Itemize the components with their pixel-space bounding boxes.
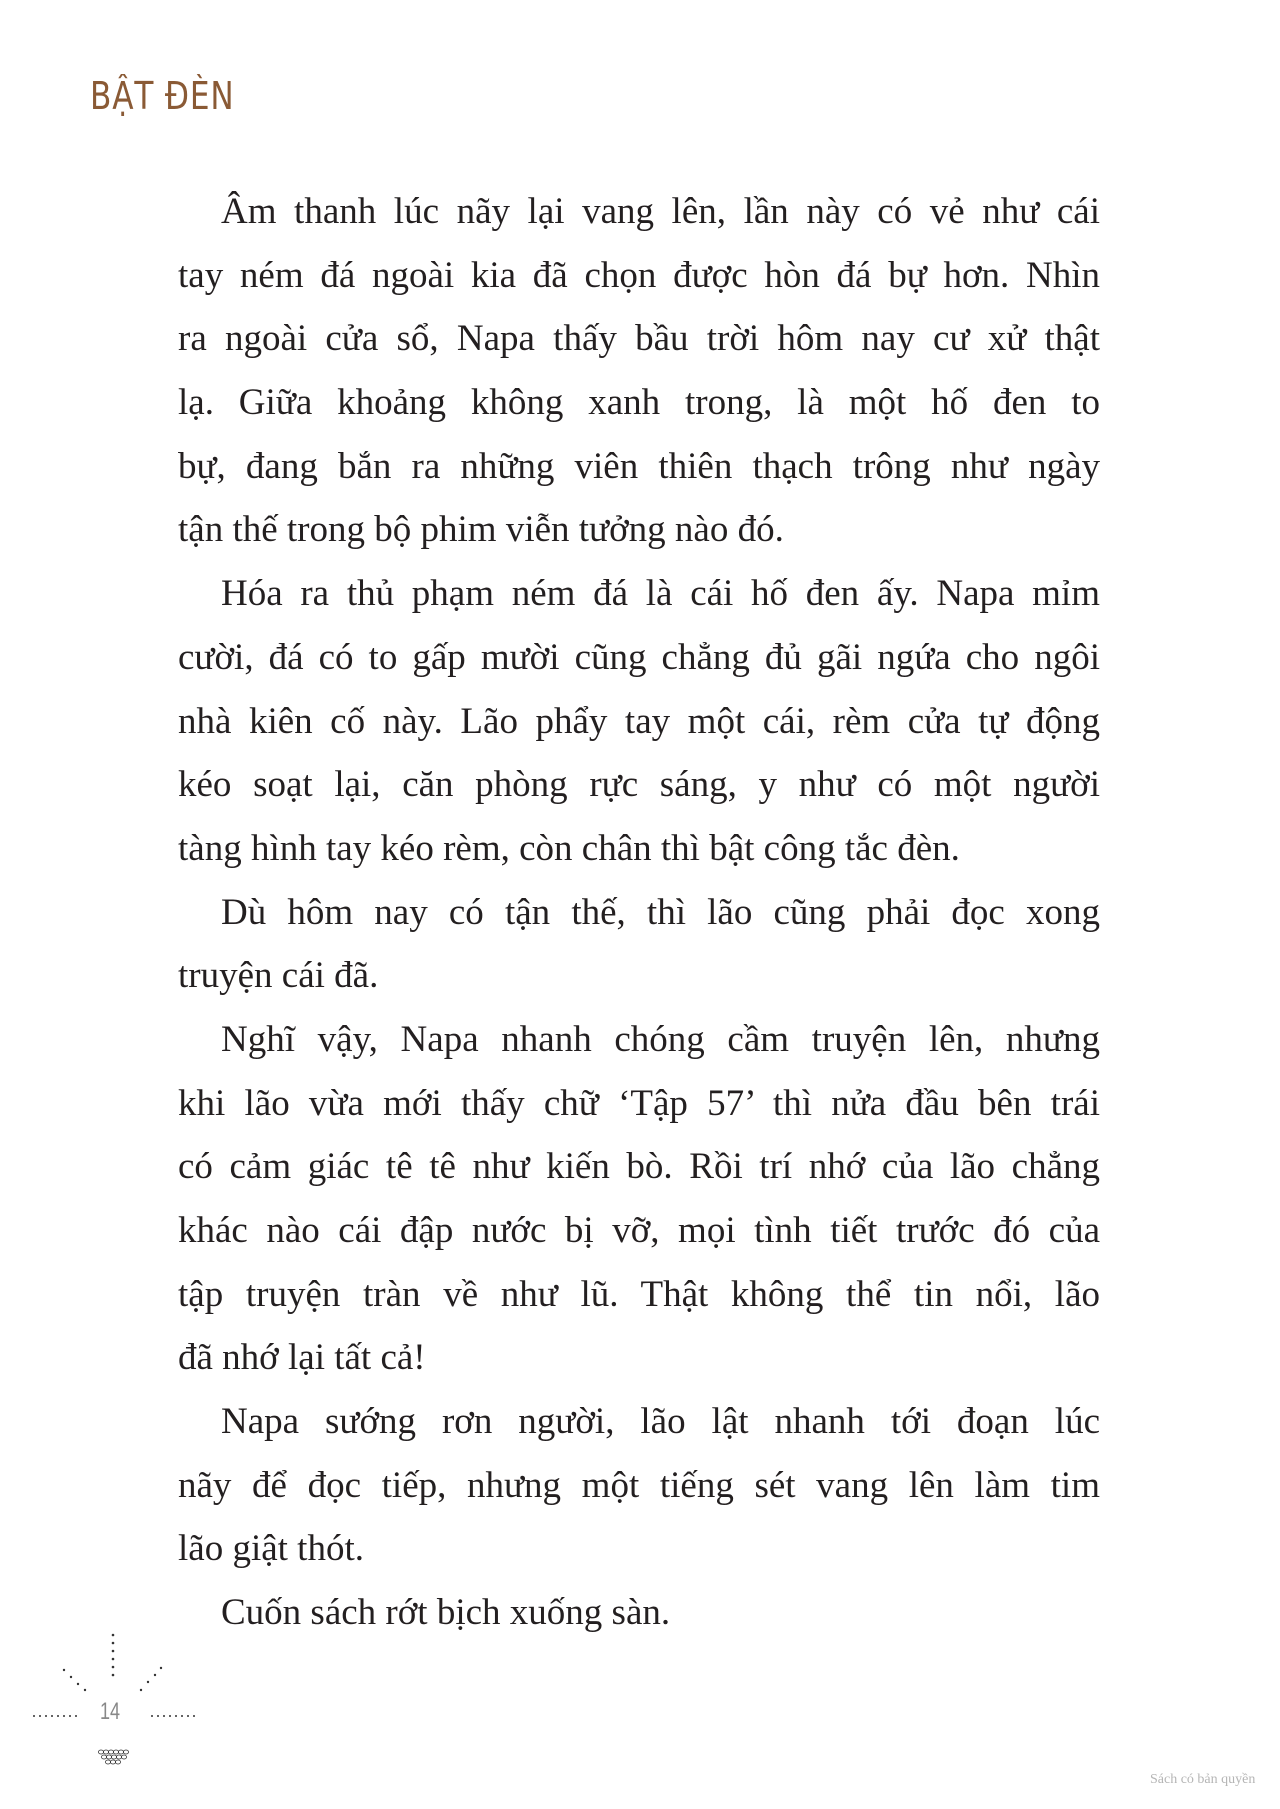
page-number: 14: [100, 1698, 121, 1725]
text-line: ra ngoài cửa sổ, Napa thấy bầu trời hôm nay cư xử thật: [178, 318, 1100, 360]
text-line: Nghĩ vậy, Napa nhanh chóng cầm truyện lên, nhưng: [221, 1018, 1100, 1060]
text-line: khi lão vừa mới thấy chữ ‘Tập 57’ thì nửa đầu bên trái: [178, 1082, 1100, 1124]
text-line: Cuốn sách rớt bịch xuống sàn.: [221, 1592, 671, 1634]
text-line: Napa sướng rơn người, lão lật nhanh tới đoạn lúc: [221, 1401, 1100, 1443]
text-line: đã nhớ lại tất cả!: [178, 1337, 426, 1379]
text-line: nãy để đọc tiếp, nhưng một tiếng sét vang lên làm tim: [178, 1464, 1100, 1506]
text-line: tận thế trong bộ phim viễn tưởng nào đó.: [178, 509, 784, 551]
text-line: truyện cái đã.: [178, 955, 379, 997]
text-line: Hóa ra thủ phạm ném đá là cái hố đen ấy. Napa mỉm: [221, 573, 1100, 615]
text-line: Âm thanh lúc nãy lại vang lên, lần này có vẻ như cái: [221, 191, 1100, 232]
text-line: có cảm giác tê tê như kiến bò. Rồi trí nhớ của lão chẳng: [178, 1146, 1100, 1188]
text-line: tàng hình tay kéo rèm, còn chân thì bật công tắc đèn.: [178, 827, 960, 869]
text-line: kéo soạt lại, căn phòng rực sáng, y như có một người: [178, 764, 1100, 806]
text-line: khác nào cái đập nước bị vỡ, mọi tình tiết trước đó của: [178, 1210, 1100, 1251]
text-line: cười, đá có to gấp mười cũng chẳng đủ gãi ngứa cho ngôi: [178, 636, 1100, 678]
text-line: Dù hôm nay có tận thế, thì lão cũng phải đọc xong: [221, 891, 1100, 933]
text-line: tập truyện tràn về như lũ. Thật không thể tin nổi, lão: [178, 1273, 1100, 1315]
copyright-note: Sách có bản quyền: [1150, 1772, 1256, 1787]
running-head: BẬT ĐÈN: [90, 74, 235, 118]
body-text: [178, 180, 1100, 1645]
text-line: nhà kiên cố này. Lão phẩy tay một cái, rèm cửa tự động: [178, 700, 1100, 742]
text-line: lạ. Giữa khoảng không xanh trong, là một hố đen to: [178, 382, 1100, 424]
text-line: tay ném đá ngoài kia đã chọn được hòn đá bự hơn. Nhìn: [178, 254, 1100, 296]
text-line: lão giật thót.: [178, 1528, 364, 1570]
text-line: bự, đang bắn ra những viên thiên thạch trông như ngày: [178, 445, 1100, 487]
